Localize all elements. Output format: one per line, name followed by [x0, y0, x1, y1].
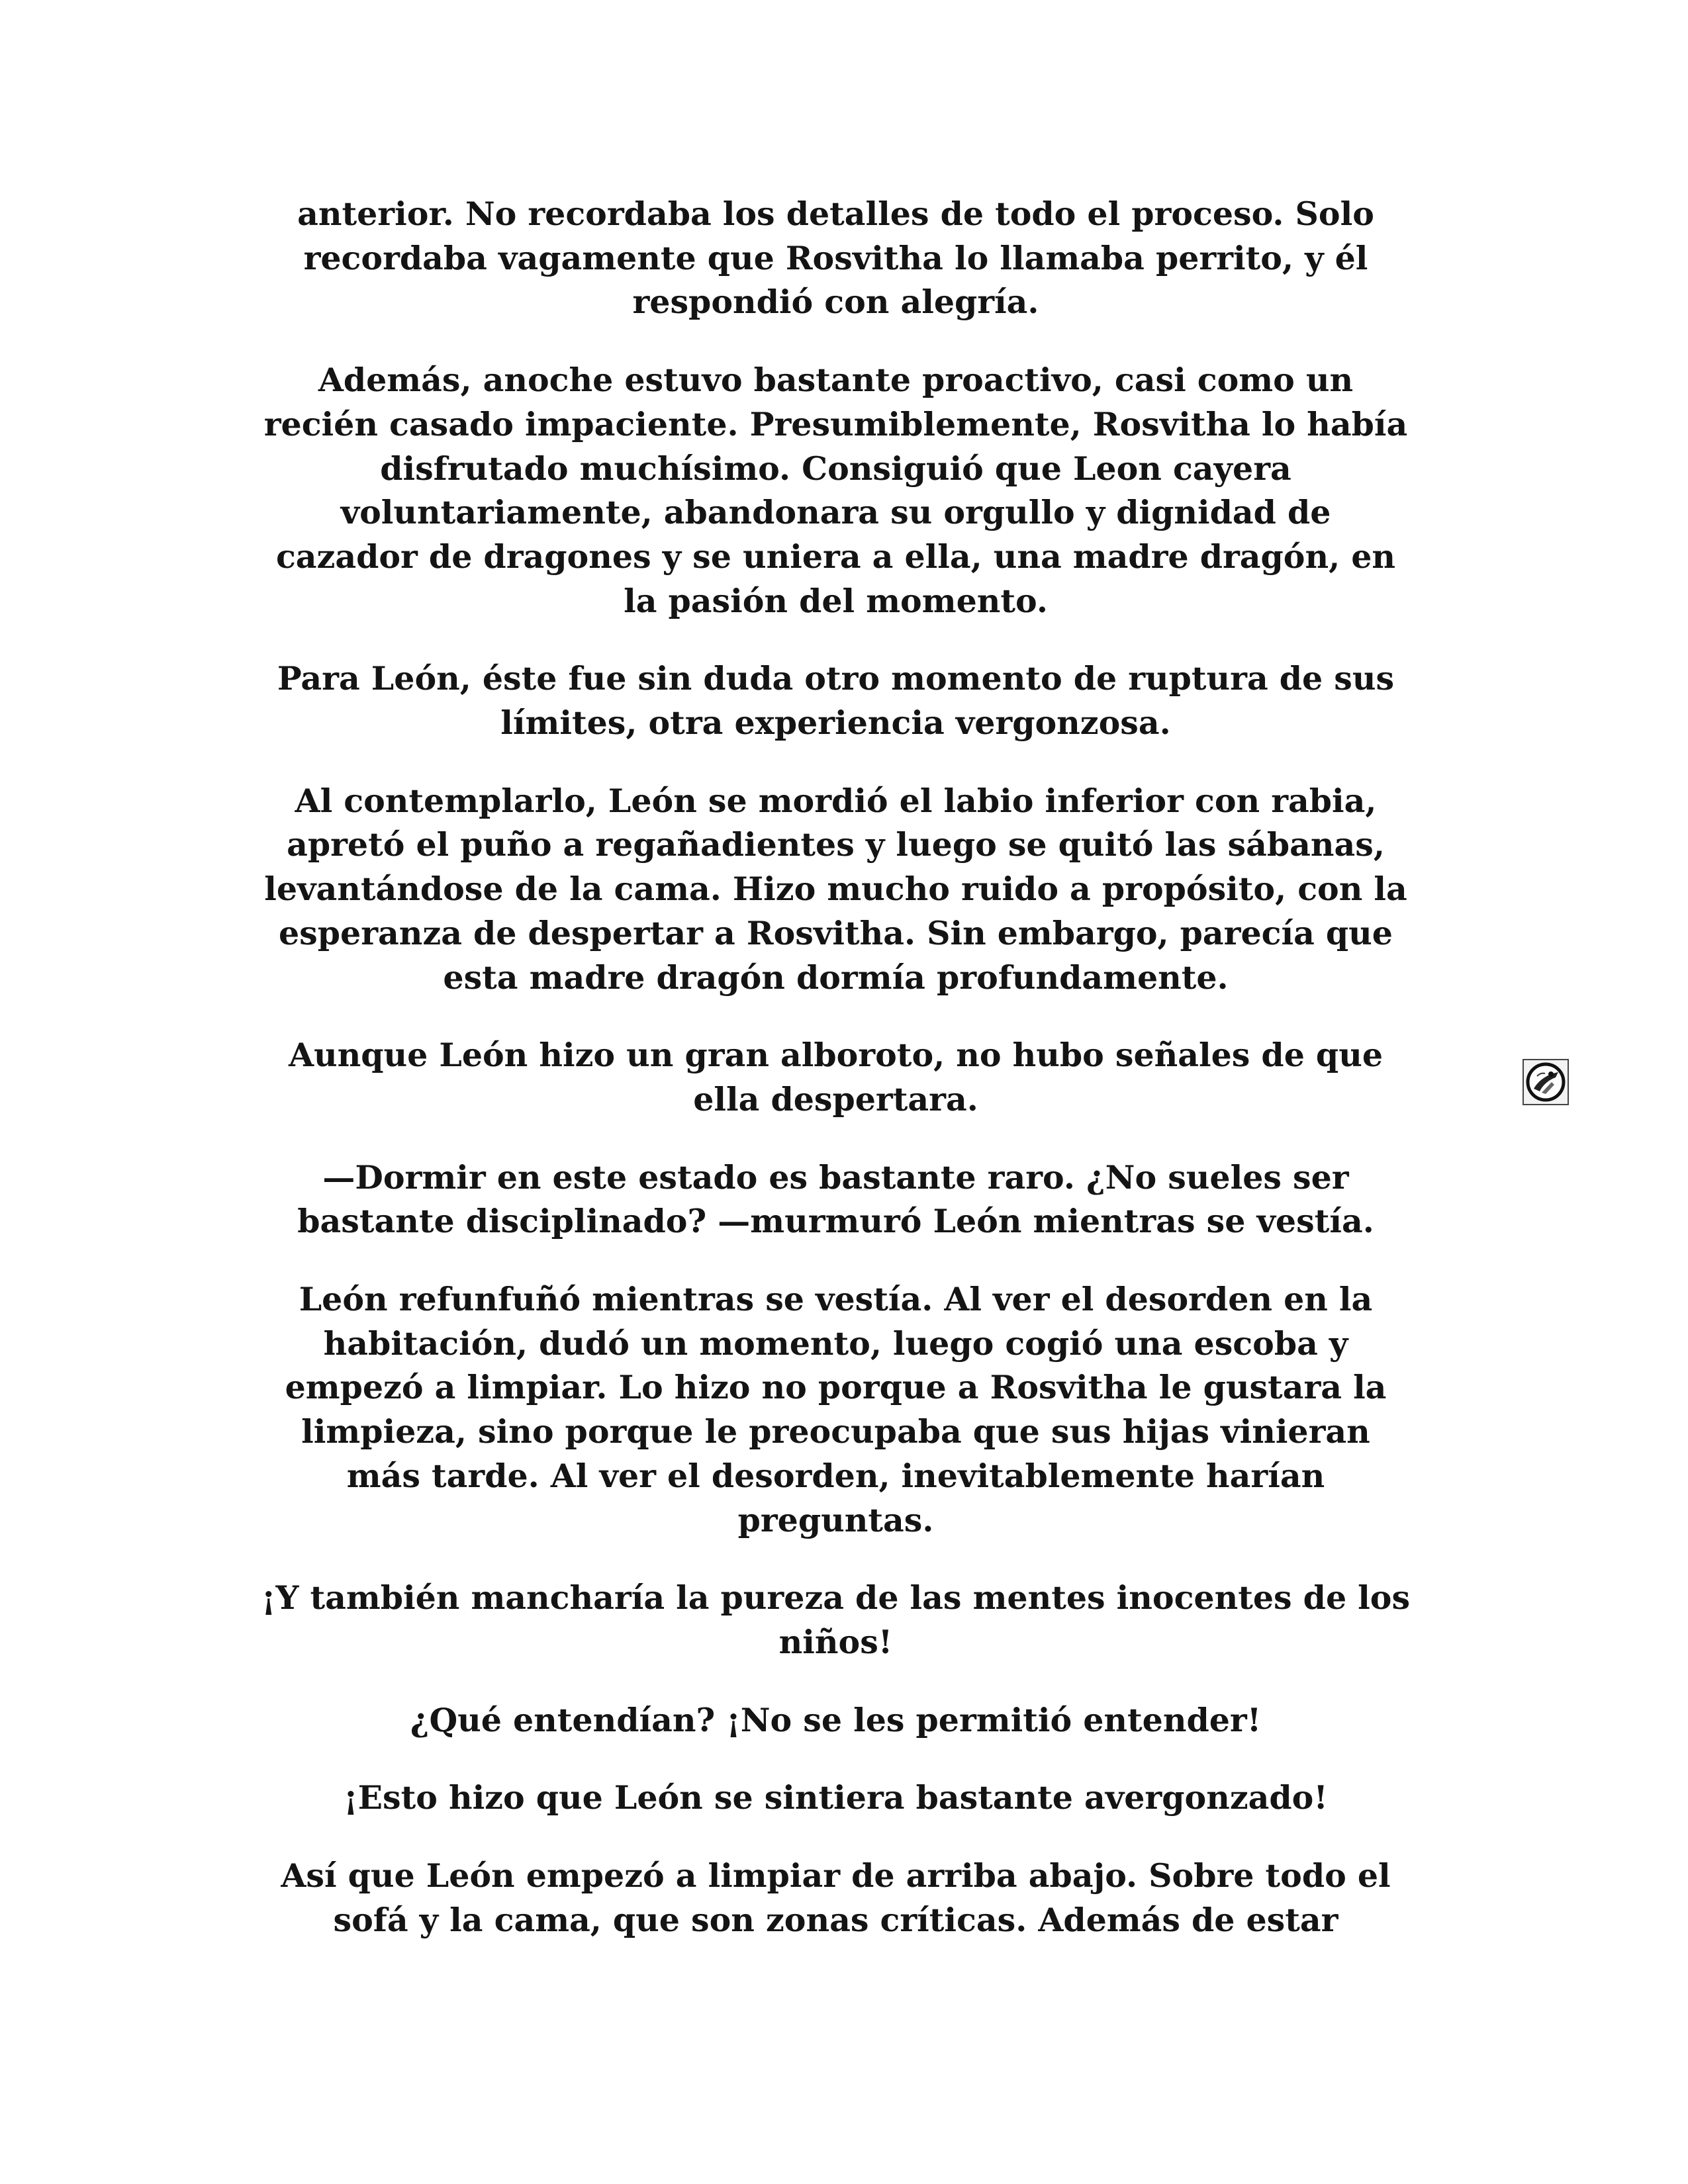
body-text — [66, 192, 1605, 1976]
text-line: la pasión del momento. — [624, 581, 1048, 620]
text-line: empezó a limpiar. Lo hizo no porque a Rosvitha le gustara la — [285, 1368, 1387, 1407]
text-line: —Dormir en este estado es bastante raro. ¿No sueles ser — [322, 1158, 1349, 1197]
body-paragraph — [66, 1776, 1605, 1820]
text-line: habitación, dudó un momento, luego cogió una escoba y — [323, 1324, 1348, 1363]
body-paragraph — [66, 1854, 1605, 1942]
text-line: cazador de dragones y se uniera a ella, una madre dragón, en — [275, 537, 1396, 576]
emblem-logo-icon — [1523, 1059, 1569, 1105]
body-paragraph — [66, 1698, 1605, 1743]
text-line: más tarde. Al ver el desorden, inevitablemente harían — [346, 1456, 1325, 1495]
body-paragraph — [66, 358, 1605, 623]
text-line: ella despertara. — [693, 1079, 978, 1118]
body-paragraph — [66, 1277, 1605, 1542]
text-line: Aunque León hizo un gran alboroto, no hubo señales de que — [288, 1036, 1383, 1075]
text-line: bastante disciplinado? —murmuró León mientras se vestía. — [297, 1202, 1374, 1241]
text-line: respondió con alegría. — [632, 283, 1039, 322]
text-line: límites, otra experiencia vergonzosa. — [500, 704, 1171, 743]
text-line: esperanza de despertar a Rosvitha. Sin embargo, parecía que — [279, 913, 1393, 952]
text-line: sofá y la cama, que son zonas críticas. Además de estar — [333, 1900, 1338, 1939]
text-line: recién casado impaciente. Presumiblemente, Rosvitha lo había — [263, 404, 1408, 443]
text-line: niños! — [778, 1622, 893, 1661]
text-line: León refunfuñó mientras se vestía. Al ver el desorden en la — [299, 1280, 1373, 1319]
text-line: disfrutado muchísimo. Consiguió que Leon cayera — [380, 449, 1291, 488]
text-line: esta madre dragón dormía profundamente. — [443, 958, 1229, 997]
body-paragraph — [66, 657, 1605, 745]
text-line: anterior. No recordaba los detalles de todo el proceso. Solo — [297, 195, 1374, 233]
text-line: Así que León empezó a limpiar de arriba abajo. Sobre todo el — [281, 1856, 1391, 1895]
text-line: limpieza, sino porque le preocupaba que sus hijas vinieran — [301, 1412, 1370, 1451]
body-paragraph — [66, 1576, 1605, 1664]
text-line: preguntas. — [737, 1500, 934, 1539]
text-line: apretó el puño a regañadientes y luego se quitó las sábanas, — [287, 825, 1385, 864]
text-line: Al contemplarlo, León se mordió el labio inferior con rabia, — [295, 781, 1377, 820]
text-line: Además, anoche estuvo bastante proactivo, casi como un — [318, 361, 1354, 400]
text-line: levantándose de la cama. Hizo mucho ruido a propósito, con la — [264, 870, 1407, 909]
body-paragraph — [66, 192, 1605, 324]
text-line: ¡Esto hizo que León se sintiera bastante avergonzado! — [344, 1778, 1328, 1817]
text-line: ¿Qué entendían? ¡No se les permitió entender! — [410, 1700, 1262, 1739]
text-line: recordaba vagamente que Rosvitha lo llamaba perrito, y él — [303, 238, 1368, 277]
text-line: Para León, éste fue sin duda otro momento de ruptura de sus — [277, 659, 1395, 698]
dialogue-paragraph — [66, 1156, 1605, 1244]
body-paragraph — [66, 779, 1605, 1000]
text-line: voluntariamente, abandonara su orgullo y dignidad de — [340, 493, 1331, 532]
body-paragraph — [66, 1033, 1605, 1121]
text-line: ¡Y también mancharía la pureza de las mentes inocentes de los — [261, 1578, 1411, 1617]
